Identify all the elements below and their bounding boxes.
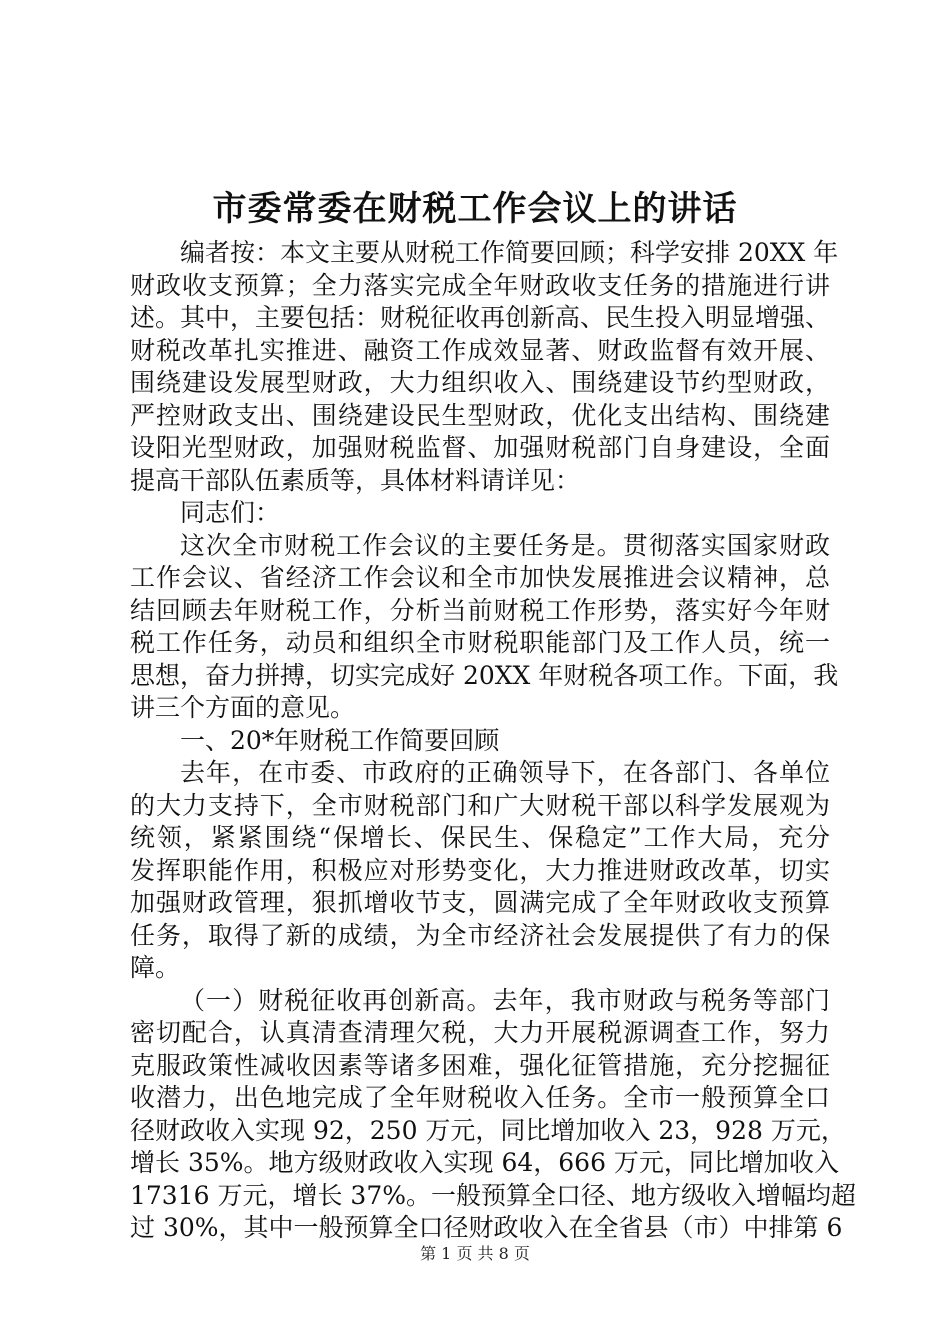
page-number-footer: 第 1 页 共 8 页 (420, 1244, 530, 1263)
paragraph-line: 财政收支预算；全力落实完成全年财政收支任务的措施进行讲 (130, 270, 830, 300)
paragraph-line: 严控财政支出、围绕建设民生型财政，优化支出结构、围绕建 (130, 400, 830, 430)
paragraph-line: 结回顾去年财税工作，分析当前财税工作形势，落实好今年财 (130, 595, 830, 625)
section-heading: 一、20*年财税工作简要回顾 (180, 725, 500, 755)
salutation-line: 同志们： (180, 498, 281, 527)
paragraph-line: 收潜力，出色地完成了全年财税收入任务。全市一般预算全口 (130, 1083, 830, 1112)
paragraph-line: 过 30%，其中一般预算全口径财政收入在全省县（市）中排第 6 (130, 1213, 843, 1242)
paragraph-line: 密切配合，认真清查清理欠税，大力开展税源调查工作，努力 (130, 1018, 830, 1047)
paragraph-line: 17316 万元，增长 37%。一般预算全口径、地方级收入增幅均超 (130, 1180, 856, 1210)
paragraph-line: 径财政收入实现 92，250 万元，同比增加收入 23，928 万元， (130, 1115, 846, 1145)
paragraph-line: 增长 35%。地方级财政收入实现 64，666 万元，同比增加收入 (130, 1148, 839, 1177)
paragraph-line: 提高干部队伍素质等，具体材料请详见： (130, 465, 581, 495)
paragraph-line: 任务，取得了新的成绩，为全市经济社会发展提供了有力的保 (130, 920, 830, 950)
paragraph-line: 的大力支持下，全市财税部门和广大财税干部以科学发展观为 (130, 790, 830, 820)
paragraph-line: 障。 (130, 953, 181, 982)
document-body (130, 237, 856, 1245)
paragraph-line: 设阳光型财政，加强财税监督、加强财税部门自身建设，全面 (130, 433, 830, 462)
paragraph-line: （一）财税征收再创新高。去年，我市财政与税务等部门 (180, 985, 830, 1015)
paragraph-line: 财税改革扎实推进、融资工作成效显著、财政监督有效开展、 (130, 335, 830, 365)
paragraph-line: 税工作任务，动员和组织全市财税职能部门及工作人员，统一 (130, 628, 830, 657)
paragraph-line: 讲三个方面的意见。 (130, 693, 356, 722)
paragraph-line: 述。其中，主要包括：财税征收再创新高、民生投入明显增强、 (130, 303, 831, 332)
paragraph-line: 克服政策性减收因素等诸多困难，强化征管措施，充分挖掘征 (130, 1050, 830, 1080)
paragraph-line: 加强财政管理，狠抓增收节支，圆满完成了全年财政收支预算 (130, 888, 830, 917)
paragraph-line: 围绕建设发展型财政，大力组织收入、围绕建设节约型财政， (130, 368, 830, 397)
paragraph-line: 思想，奋力拼搏，切实完成好 20XX 年财税各项工作。下面，我 (130, 660, 839, 690)
paragraph-line: 这次全市财税工作会议的主要任务是。贯彻落实国家财政 (180, 530, 830, 560)
paragraph-line: 编者按：本文主要从财税工作简要回顾；科学安排 20XX 年 (180, 238, 839, 267)
paragraph-line: 统领，紧紧围绕“保增长、保民生、保稳定”工作大局，充分 (130, 823, 830, 852)
paragraph-line: 工作会议、省经济工作会议和全市加快发展推进会议精神，总 (130, 563, 830, 592)
paragraph-line: 去年，在市委、市政府的正确领导下，在各部门、各单位 (180, 758, 830, 787)
document-title: 市委常委在财税工作会议上的讲话 (212, 189, 738, 229)
paragraph-line: 发挥职能作用，积极应对形势变化，大力推进财政改革，切实 (130, 855, 830, 885)
